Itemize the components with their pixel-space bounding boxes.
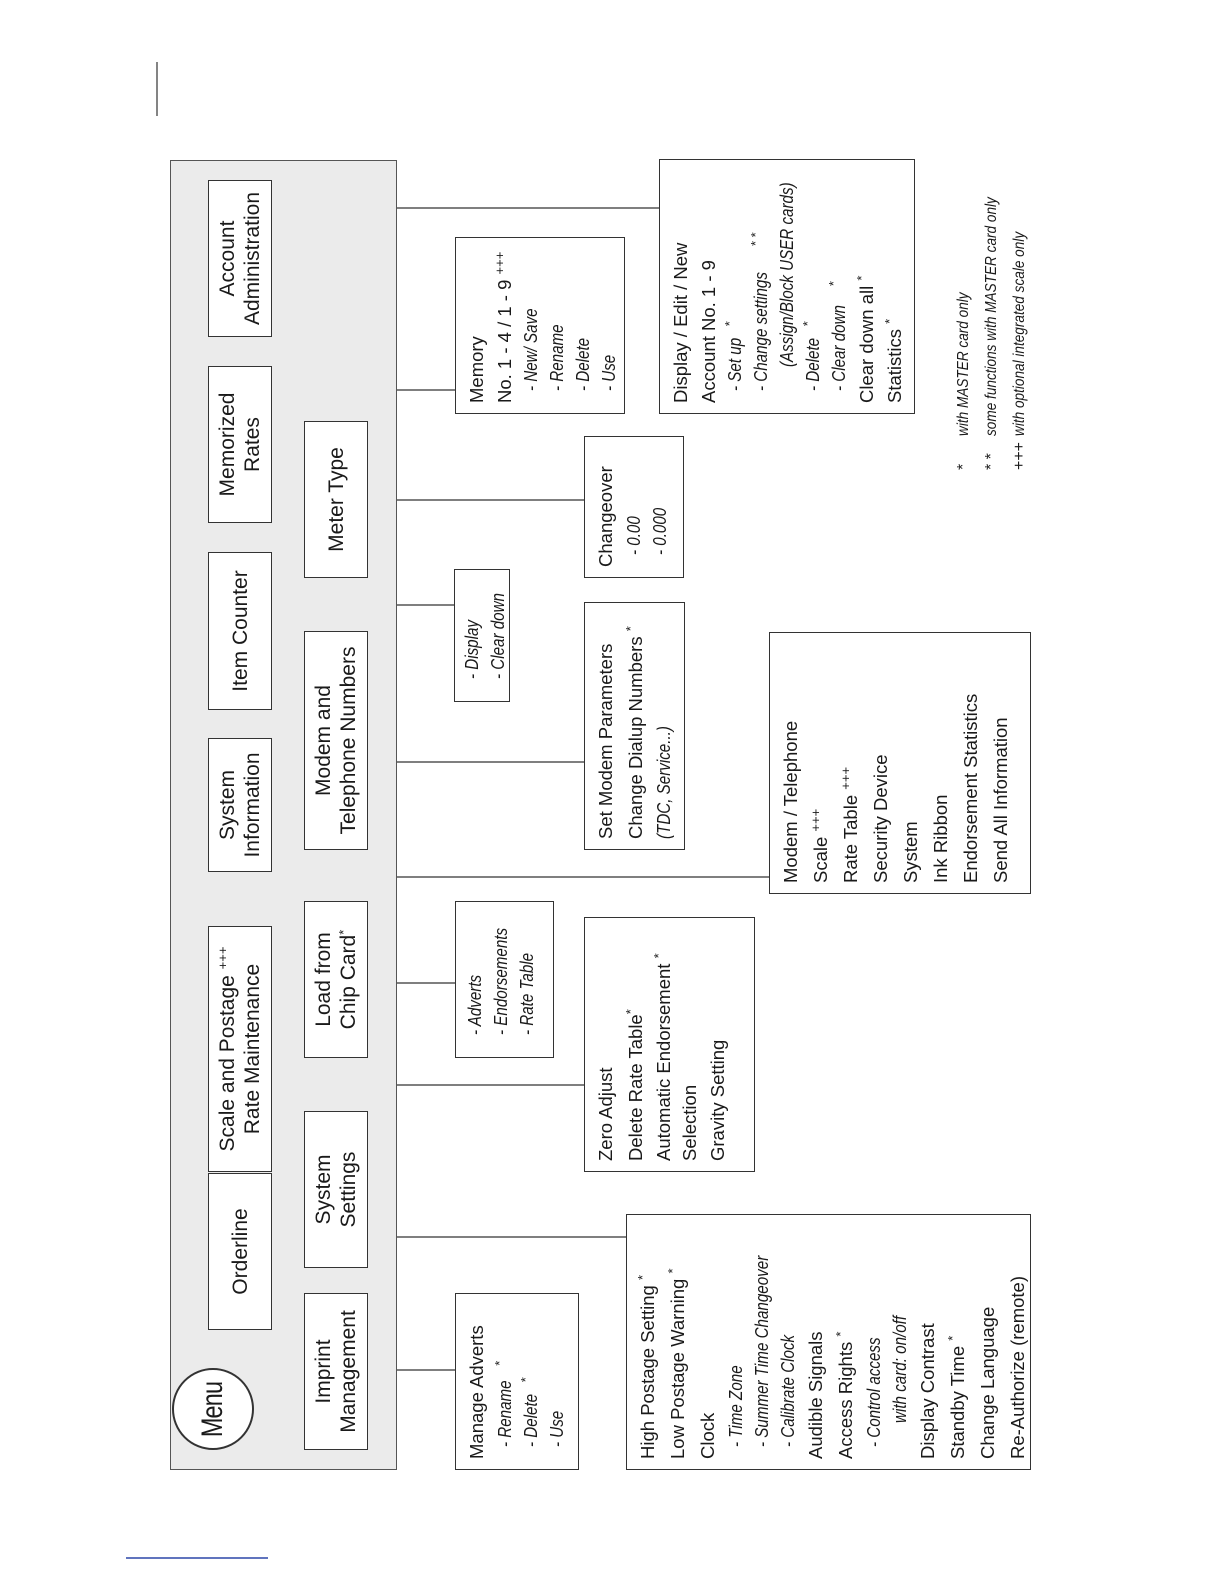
memory-label: Memory (466, 336, 487, 403)
account-numbers: Account No. 1 - 9 (698, 260, 719, 403)
legend-text-3: with optional integrated scale only (1011, 231, 1028, 436)
memory-delete-option[interactable]: - Delete (572, 337, 593, 391)
changeover-option-2[interactable]: - 0.000 (649, 507, 670, 555)
assign-block-note: (Assign/Block USER cards) (776, 182, 797, 367)
send-all-information[interactable]: Send All Information (990, 717, 1011, 883)
account-delete-option[interactable]: - Delete (802, 337, 823, 391)
high-postage-setting[interactable]: High Postage Setting (637, 1285, 658, 1459)
summer-time-option[interactable]: - Summer Time Changeover (751, 1255, 772, 1447)
manage-adverts-label: Manage Adverts (466, 1325, 487, 1459)
use-option[interactable]: - Use (546, 1410, 567, 1447)
low-postage-warning[interactable]: Low Postage Warning (667, 1278, 688, 1459)
system-information-box: Modem / Telephone Scale +++ Rate Table +++ Security Device System Ink Ribbon Endorsement Statistics Send All Information (769, 632, 1031, 894)
scale-info[interactable]: Scale (810, 836, 831, 883)
legend-mark-2: * * (983, 453, 1000, 470)
legend-mark-1: * (955, 463, 972, 470)
security-device-info[interactable]: Security Device (870, 754, 891, 883)
access-rights-setting[interactable]: Access Rights (835, 1341, 856, 1459)
scale-rate-box: Zero Adjust Delete Rate Table* Automatic Endorsement * Selection Gravity Setting (584, 917, 755, 1172)
standby-time-setting[interactable]: Standby Time (947, 1345, 968, 1459)
adverts-option[interactable]: - Adverts (464, 974, 485, 1035)
display-contrast-setting[interactable]: Display Contrast (917, 1323, 938, 1459)
audible-signals-setting[interactable]: Audible Signals (805, 1331, 826, 1459)
system-settings-item[interactable]: System Settings (304, 1111, 368, 1268)
clock-setting[interactable]: Clock (697, 1412, 718, 1459)
memory-numbers: No. 1 - 4 / 1 - 9 (494, 279, 515, 403)
control-access-option[interactable]: - Control access (863, 1337, 884, 1447)
change-dialup-numbers[interactable]: Change Dialup Numbers (625, 636, 646, 839)
zero-adjust-option[interactable]: Zero Adjust (595, 1067, 616, 1161)
system-info[interactable]: System (900, 821, 921, 883)
legend-text-1: with MASTER card only (955, 292, 972, 436)
display-counter-option[interactable]: - Display (461, 619, 482, 679)
gravity-setting-option[interactable]: Gravity Setting (707, 1039, 728, 1161)
account-statistics[interactable]: Statistics (884, 328, 905, 403)
delete-rate-table-option[interactable]: Delete Rate Table (625, 1014, 646, 1161)
manage-adverts-box: Manage Adverts - Rename* - Delete* - Use (455, 1293, 579, 1470)
delete-option[interactable]: - Delete (520, 1393, 541, 1447)
endorsements-option[interactable]: - Endorsements (490, 927, 511, 1035)
account-administration-item[interactable]: Account Administration (208, 180, 272, 337)
modem-settings-box: Set Modem Parameters Change Dialup Numbers * (TDC, Service...) (584, 602, 685, 850)
item-counter-box (454, 569, 510, 702)
item-counter-item[interactable]: Item Counter (208, 552, 272, 710)
modem-telephone-info[interactable]: Modem / Telephone (780, 720, 801, 883)
change-settings-option[interactable]: - Change settings (750, 272, 771, 391)
ink-ribbon-info[interactable]: Ink Ribbon (930, 794, 951, 883)
new-save-option[interactable]: - New/ Save (520, 308, 541, 391)
orderline-item[interactable]: Orderline (208, 1173, 272, 1330)
legend-mark-3: +++ (1011, 441, 1028, 470)
meter-type-item[interactable]: Meter Type (304, 421, 368, 578)
with-card-option: with card: on/off (889, 1315, 910, 1423)
rate-table-info[interactable]: Rate Table (840, 794, 861, 883)
imprint-management-item[interactable]: Imprint Management (304, 1293, 368, 1450)
legend (950, 155, 1034, 470)
modem-telephone-item[interactable]: Modem and Telephone Numbers (304, 631, 368, 850)
selection-label: Selection (679, 1084, 700, 1161)
account-clear-down-option[interactable]: - Clear down (828, 304, 849, 391)
set-modem-parameters[interactable]: Set Modem Parameters (595, 643, 616, 839)
menu-logo[interactable]: Menu (172, 1368, 254, 1450)
rename-option[interactable]: - Rename (494, 1380, 515, 1447)
legend-text-2: some functions with MASTER card only (983, 197, 1000, 436)
time-zone-option[interactable]: - Time Zone (725, 1365, 746, 1447)
scale-postage-item[interactable]: Scale and Postage +++ Rate Maintenance (208, 926, 272, 1172)
system-information-item[interactable]: System Information (208, 738, 272, 872)
system-settings-box: High Postage Setting * Low Postage Warning * Clock - Time Zone - Summer Time Changeover - Calibrate Clock Audible Signals Access Rights * - Control access with card: on/off Display Contrast Standby Time * Change Language Re-Authorize (remote) (626, 1214, 1031, 1470)
chip-card-options-box (455, 901, 554, 1058)
changeover-box (584, 436, 684, 578)
memorized-rates-item[interactable]: Memorized Rates (208, 366, 272, 523)
clear-down-counter-option[interactable]: - Clear down (487, 592, 508, 679)
load-chip-card-item[interactable]: Load from Chip Card* (304, 901, 368, 1058)
rate-table-option[interactable]: - Rate Table (516, 952, 537, 1035)
memory-rename-option[interactable]: - Rename (546, 324, 567, 391)
calibrate-clock-option[interactable]: - Calibrate Clock (777, 1334, 798, 1447)
account-administration-box: Display / Edit / New Account No. 1 - 9 - Set up* - Change settings* * (Assign/Block USER cards) - Delete* - Clear down* Clear down all * Statistics * (659, 159, 915, 414)
tdc-service-note: (TDC, Service...) (653, 726, 674, 839)
changeover-label: Changeover (595, 466, 616, 567)
memory-use-option[interactable]: - Use (598, 354, 619, 391)
account-setup-option[interactable]: - Set up (724, 337, 745, 391)
clear-down-all[interactable]: Clear down all (856, 285, 877, 403)
endorsement-statistics-info[interactable]: Endorsement Statistics (960, 693, 981, 883)
memory-box: Memory No. 1 - 4 / 1 - 9 +++ - New/ Save - Rename - Delete - Use (455, 237, 625, 414)
change-language-setting[interactable]: Change Language (977, 1306, 998, 1459)
changeover-option-1[interactable]: - 0.00 (623, 516, 644, 555)
display-edit-new[interactable]: Display / Edit / New (670, 242, 691, 403)
reauthorize-setting[interactable]: Re-Authorize (remote) (1007, 1275, 1028, 1459)
automatic-endorsement-option[interactable]: Automatic Endorsement (653, 963, 674, 1161)
